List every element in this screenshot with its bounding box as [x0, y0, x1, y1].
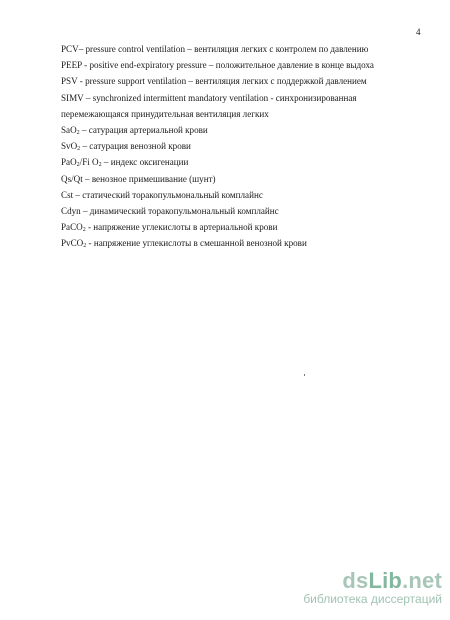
subscript: 2 [82, 227, 86, 234]
abbreviation-term: SaO [61, 124, 77, 135]
abbreviation-text: PSV - pressure support ventilation – вентиляция легких с поддержкой давлением [61, 76, 367, 87]
abbreviation-entry-qs-qt [61, 171, 401, 187]
abbreviation-entry-pvco2 [61, 235, 401, 251]
abbreviation-text: Cdyn – динамический торакопульмональный комплайнс [61, 205, 279, 216]
subscript: 2 [77, 146, 81, 153]
abbreviation-text: Qs/Qt – венозное примешивание (шунт) [61, 173, 216, 184]
subscript: 2 [83, 243, 87, 250]
abbreviation-entry-sao2 [61, 122, 401, 138]
abbreviation-definition: – индекс оксигенации [101, 157, 189, 168]
watermark-logo-part: .net [402, 568, 442, 593]
abbreviation-entry-cdyn [61, 203, 401, 219]
abbreviation-entry-simv-continuation [61, 106, 401, 122]
abbreviation-entry-pao2-fio2 [61, 154, 401, 170]
watermark-logo-part: Lib [368, 568, 403, 593]
watermark-logo-part: ds [342, 568, 369, 593]
abbreviation-entry-psv [61, 73, 401, 89]
abbreviation-entry-simv [61, 90, 401, 106]
abbreviation-term: PvCO [61, 238, 84, 249]
abbreviation-definition: - напряжение углекислоты в артериальной крови [85, 222, 278, 233]
abbreviation-term: PaO [61, 157, 77, 168]
abbreviation-text: PEEP - positive end-expiratory pressure – положительное давление в конце выдоха [61, 60, 374, 71]
abbreviation-term-continued: /Fi O [79, 157, 99, 168]
subscript: 2 [98, 162, 102, 169]
abbreviation-entry-paco2 [61, 219, 401, 235]
abbreviation-definition: – сатурация венозной крови [80, 141, 191, 152]
page-number: 4 [416, 27, 421, 37]
subscript: 2 [76, 129, 80, 136]
watermark-logo [282, 570, 442, 592]
watermark-caption: библиотека диссертаций [303, 592, 442, 606]
watermark [282, 570, 442, 607]
abbreviation-entry-cst [61, 187, 401, 203]
abbreviation-definition: – сатурация артериальной крови [79, 124, 208, 135]
abbreviation-entry-peep [61, 57, 401, 73]
abbreviation-entry-svo2 [61, 138, 401, 154]
abbreviation-list [61, 41, 401, 251]
abbreviation-term: PaCO [61, 222, 83, 233]
subscript: 2 [76, 162, 80, 169]
abbreviation-text: SIMV – synchronized intermittent mandatory ventilation - синхронизированная [61, 92, 357, 103]
abbreviation-entry-pcv [61, 41, 401, 57]
abbreviation-definition: - напряжение углекислоты в смешанной венозной крови [86, 238, 307, 249]
scan-artifact [304, 374, 305, 376]
abbreviation-term: SvO [61, 141, 78, 152]
abbreviation-text: Cst – статический торакопульмональный комплайнс [61, 189, 263, 200]
abbreviation-text: PCV– pressure control ventilation – вентиляция легких с контролем по давлению [61, 44, 369, 54]
abbreviation-text: перемежающаяся принудительная вентиляция легких [61, 108, 269, 119]
